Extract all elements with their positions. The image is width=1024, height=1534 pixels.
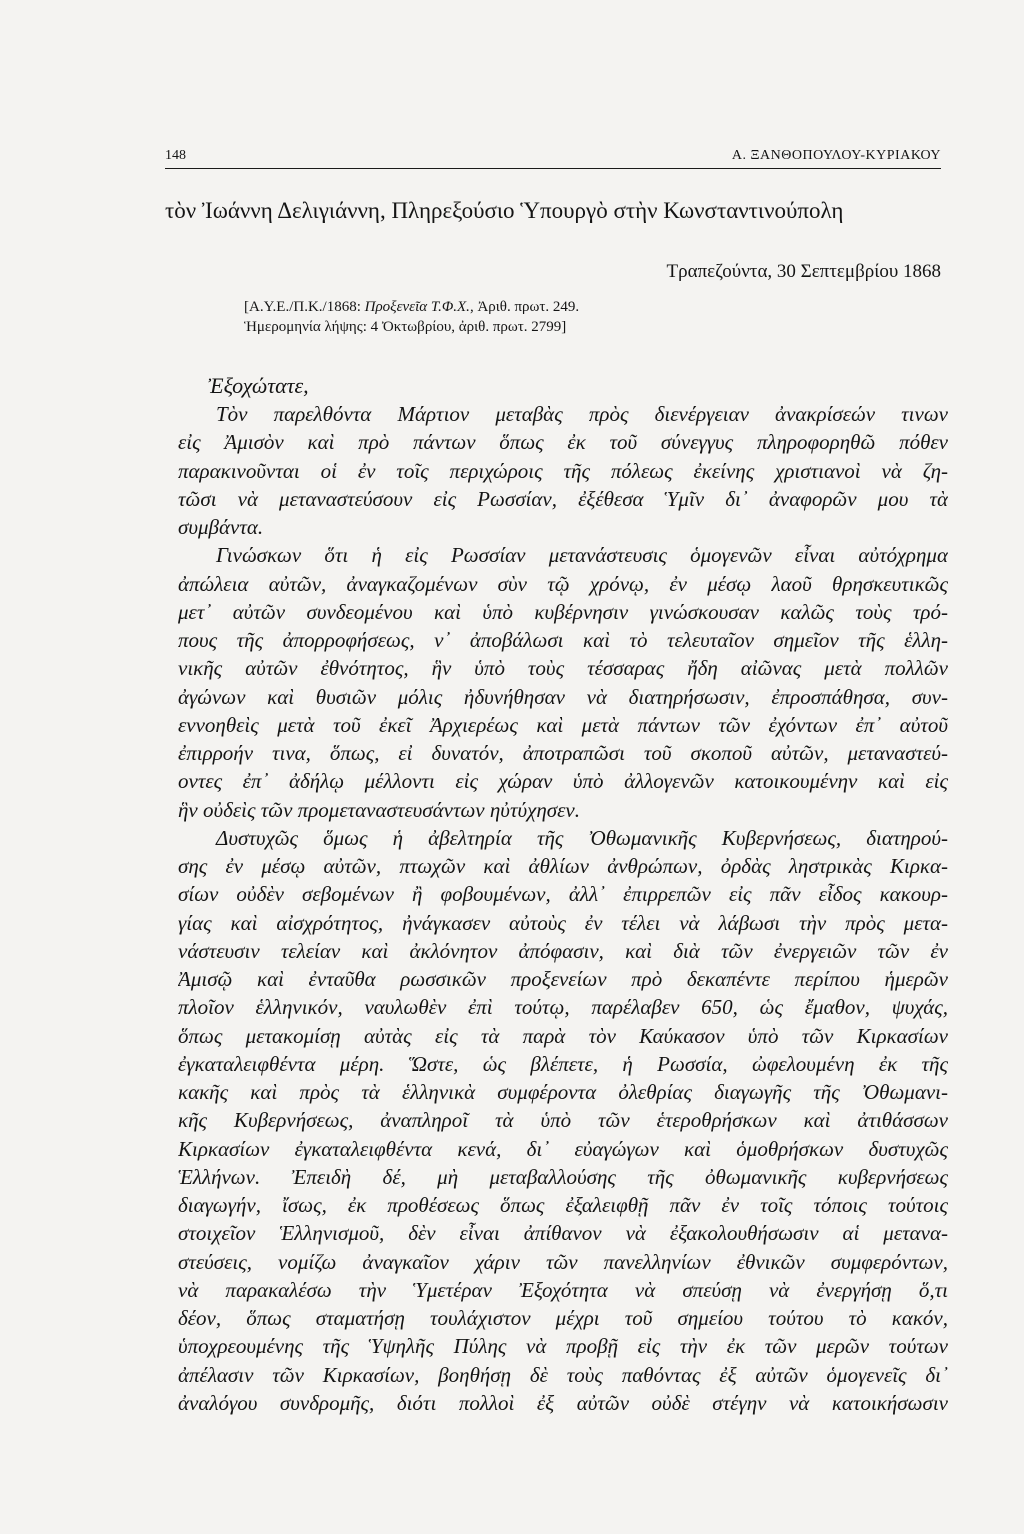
body-line: ἐγκαταλειφθέντα μέρη. Ὥστε, ὡς βλέπετε, ἡ Ρωσσία, ὠφελουμένη ἐκ τῆς <box>178 1051 948 1076</box>
archive-ref-series: Προξενεῖα Τ.Φ.Χ. <box>364 299 470 315</box>
body-line: ἐπιρροήν τινα, ὅπως, εἰ δυνατόν, ἀποτραπῶσι τοῦ σκοποῦ αὐτῶν, μεταναστεύ- <box>178 741 948 765</box>
body-line: πλοῖον ἑλληνικόν, ναυλωθὲν ἐπὶ τούτῳ, παρέλαβεν 650, ὡς ἔμαθον, ψυχάς, <box>178 995 948 1020</box>
body-line: Γινώσκων ὅτι ἡ εἰς Ρωσσίαν μετανάστευσις ὁμογενῶν εἶναι αὐτόχρημα <box>216 543 948 568</box>
body-line: νὰ παρακαλέσω τὴν Ὑμετέραν Ἐξοχότητα νὰ σπεύσῃ νὰ ἐνεργήσῃ ὅ,τι <box>178 1277 948 1302</box>
archive-ref-number: , Ἀριθ. πρωτ. 249. <box>469 299 580 315</box>
body-line: ἀπέλασιν τῶν Κιρκασίων, βοηθήσῃ δὲ τοὺς παθόντας ἐξ αὐτῶν ὁμογενεῖς δι᾽ <box>178 1362 948 1387</box>
body-line: πους τῆς ἀπορροφήσεως, ν᾽ ἀποβάλωσι καὶ τὸ τελευταῖον σημεῖον τῆς ἑλλη- <box>178 628 948 652</box>
body-line: στεύσεις, νομίζω ἀναγκαῖον χάριν τῶν πανελληνίων ἐθνικῶν συμφερόντων, <box>178 1249 948 1274</box>
body-line: γίας καὶ αἰσχρότητος, ἠνάγκασεν αὐτοὺς ἐν τέλει νὰ λάβωσι τὴν πρὸς μετα- <box>178 910 948 935</box>
body-line: στοιχεῖον Ἑλληνισμοῦ, δὲν εἶναι ἀπίθανον νὰ ἐξακολουθήσωσιν αἱ μετανα- <box>178 1221 948 1246</box>
body-line: Δυστυχῶς ὅμως ἡ ἀβελτηρία τῆς Ὀθωμανικῆς Κυβερνήσεως, διατηρού- <box>216 825 948 850</box>
body-line: μετ᾽ αὐτῶν συνδεομένου καὶ ὑπὸ κυβέρνησιν γινώσκουσαν καλῶς τοὺς τρό- <box>178 599 948 624</box>
body-line: εννοηθεὶς μετὰ τοῦ ἐκεῖ Ἀρχιερέως καὶ μετὰ πάντων τῶν ἐχόντων ἐπ᾽ αὐτοῦ <box>178 712 948 737</box>
letter-body <box>178 400 948 1417</box>
body-line: Ἑλλήνων. Ἐπειδὴ δέ, μὴ μεταβαλλούσης τῆς ὀθωμανικῆς κυβερνήσεως <box>178 1164 948 1189</box>
body-line: τῶσι νὰ μεταναστεύσουν εἰς Ρωσσίαν, ἐξέθεσα Ὑμῖν δι᾽ ἀναφορῶν μου τὰ <box>178 486 948 511</box>
body-line: διαγωγήν, ἴσως, ἐκ προθέσεως ὅπως ἐξαλειφθῇ πᾶν ἐν τοῖς τόποις τούτοις <box>178 1193 948 1217</box>
body-line: δέον, ὅπως σταματήσῃ τουλάχιστον μέχρι τοῦ σημείου τούτου τὸ κακόν, <box>178 1306 948 1330</box>
body-line: εἰς Ἀμισὸν καὶ πρὸ πάντων ὅπως ἐκ τοῦ σύνεγγυς πληροφορηθῶ πόθεν <box>178 430 948 455</box>
running-head-author: Α. ΞΑΝΘΟΠΟΥΛΟΥ-ΚΥΡΙΑΚΟΥ <box>731 148 941 163</box>
salutation: Ἐξοχώτατε, <box>208 373 309 398</box>
body-line: σης ἐν μέσῳ αὐτῶν, πτωχῶν καὶ ἀθλίων ἀνθρώπων, ὀρδὰς ληστρικὰς Κιρκα- <box>178 854 948 878</box>
body-line: ἀπώλεια αὐτῶν, ἀναγκαζομένων σὺν τῷ χρόνῳ, ἐν μέσῳ λαοῦ θρησκευτικῶς <box>178 571 948 596</box>
body-line: ἀναλόγου συνδρομῆς, διότι πολλοὶ ἐξ αὐτῶν οὐδὲ στέγην νὰ κατοικήσωσιν <box>178 1390 948 1415</box>
body-line: παρακινοῦνται οἱ ἐν τοῖς περιχώροις τῆς πόλεως ἐκείνης χριστιανοὶ νὰ ζη- <box>178 458 948 483</box>
body-line: σίων οὐδὲν σεβομένων ἢ φοβουμένων, ἀλλ᾽ ἐπιρρεπῶν εἰς πᾶν εἶδος κακουρ- <box>178 882 948 907</box>
running-head <box>165 144 941 169</box>
letter-heading: τὸν Ἰωάννη Δελιγιάννη, Πληρεξούσιο Ὑπουργὸ στὴν Κωνσταντινούπολη <box>165 198 844 223</box>
archive-reference-line-2: Ἡμερομηνία λήψης: 4 Ὀκτωβρίου, ἀριθ. πρωτ. 2799] <box>244 319 567 335</box>
body-line: οντες ἐπ᾽ ἀδήλῳ μέλλοντι εἰς χώραν ὑπὸ ἀλλογενῶν κατοικουμένην καὶ εἰς <box>178 769 948 794</box>
body-line: ὑποχρεουμένης τῆς Ὑψηλῆς Πύλης νὰ προβῇ εἰς τὴν ἐκ τῶν μερῶν τούτων <box>178 1334 948 1359</box>
archive-reference-line-1 <box>244 297 579 317</box>
body-line: νάστευσιν τελείαν καὶ ἀκλόνητον ἀπόφασιν, καὶ διὰ τῶν ἐνεργειῶν τῶν ἐν <box>178 938 948 963</box>
letter-place-date: Τραπεζούντα, 30 Σεπτεμβρίου 1868 <box>666 261 941 282</box>
body-line: Κιρκασίων ἐγκαταλειφθέντα κενά, δι᾽ εὐαγώγων καὶ ὁμοθρήσκων δυστυχῶς <box>178 1136 948 1161</box>
body-line: Τὸν παρελθόντα Μάρτιον μεταβὰς πρὸς διενέργειαν ἀνακρίσεών τινων <box>216 402 948 426</box>
archive-ref-prefix: [Α.Υ.Ε./Π.Κ./1868: <box>244 299 365 315</box>
body-line: συμβάντα. <box>178 515 264 539</box>
body-line: ἀγώνων καὶ θυσιῶν μόλις ἠδυνήθησαν νὰ διατηρήσωσιν, ἐπροσπάθησα, συν- <box>178 684 948 709</box>
body-line: κακῆς καὶ πρὸς τὰ ἑλληνικὰ συμφέροντα ὀλεθρίας διαγωγῆς τῆς Ὀθωμανι- <box>178 1080 948 1104</box>
archive-reference <box>244 297 579 337</box>
body-line: νικῆς αὐτῶν ἐθνότητος, ἣν ὑπὸ τοὺς τέσσαρας ἤδη αἰῶνας μετὰ πολλῶν <box>178 656 948 681</box>
body-line: Ἀμισῷ καὶ ἐνταῦθα ρωσσικῶν προξενείων πρὸ δεκαπέντε περίπου ἡμερῶν <box>178 967 948 991</box>
page-number: 148 <box>165 148 186 163</box>
body-line: ἣν οὐδεὶς τῶν προμεταναστευσάντων ηὐτύχησεν. <box>178 797 580 822</box>
body-line: ὅπως μετακομίσῃ αὐτὰς εἰς τὰ παρὰ τὸν Καύκασον ὑπὸ τῶν Κιρκασίων <box>178 1023 948 1048</box>
body-line: κῆς Κυβερνήσεως, ἀναπληροῖ τὰ ὑπὸ τῶν ἑτεροθρήσκων καὶ ἀτιθάσσων <box>178 1108 948 1133</box>
